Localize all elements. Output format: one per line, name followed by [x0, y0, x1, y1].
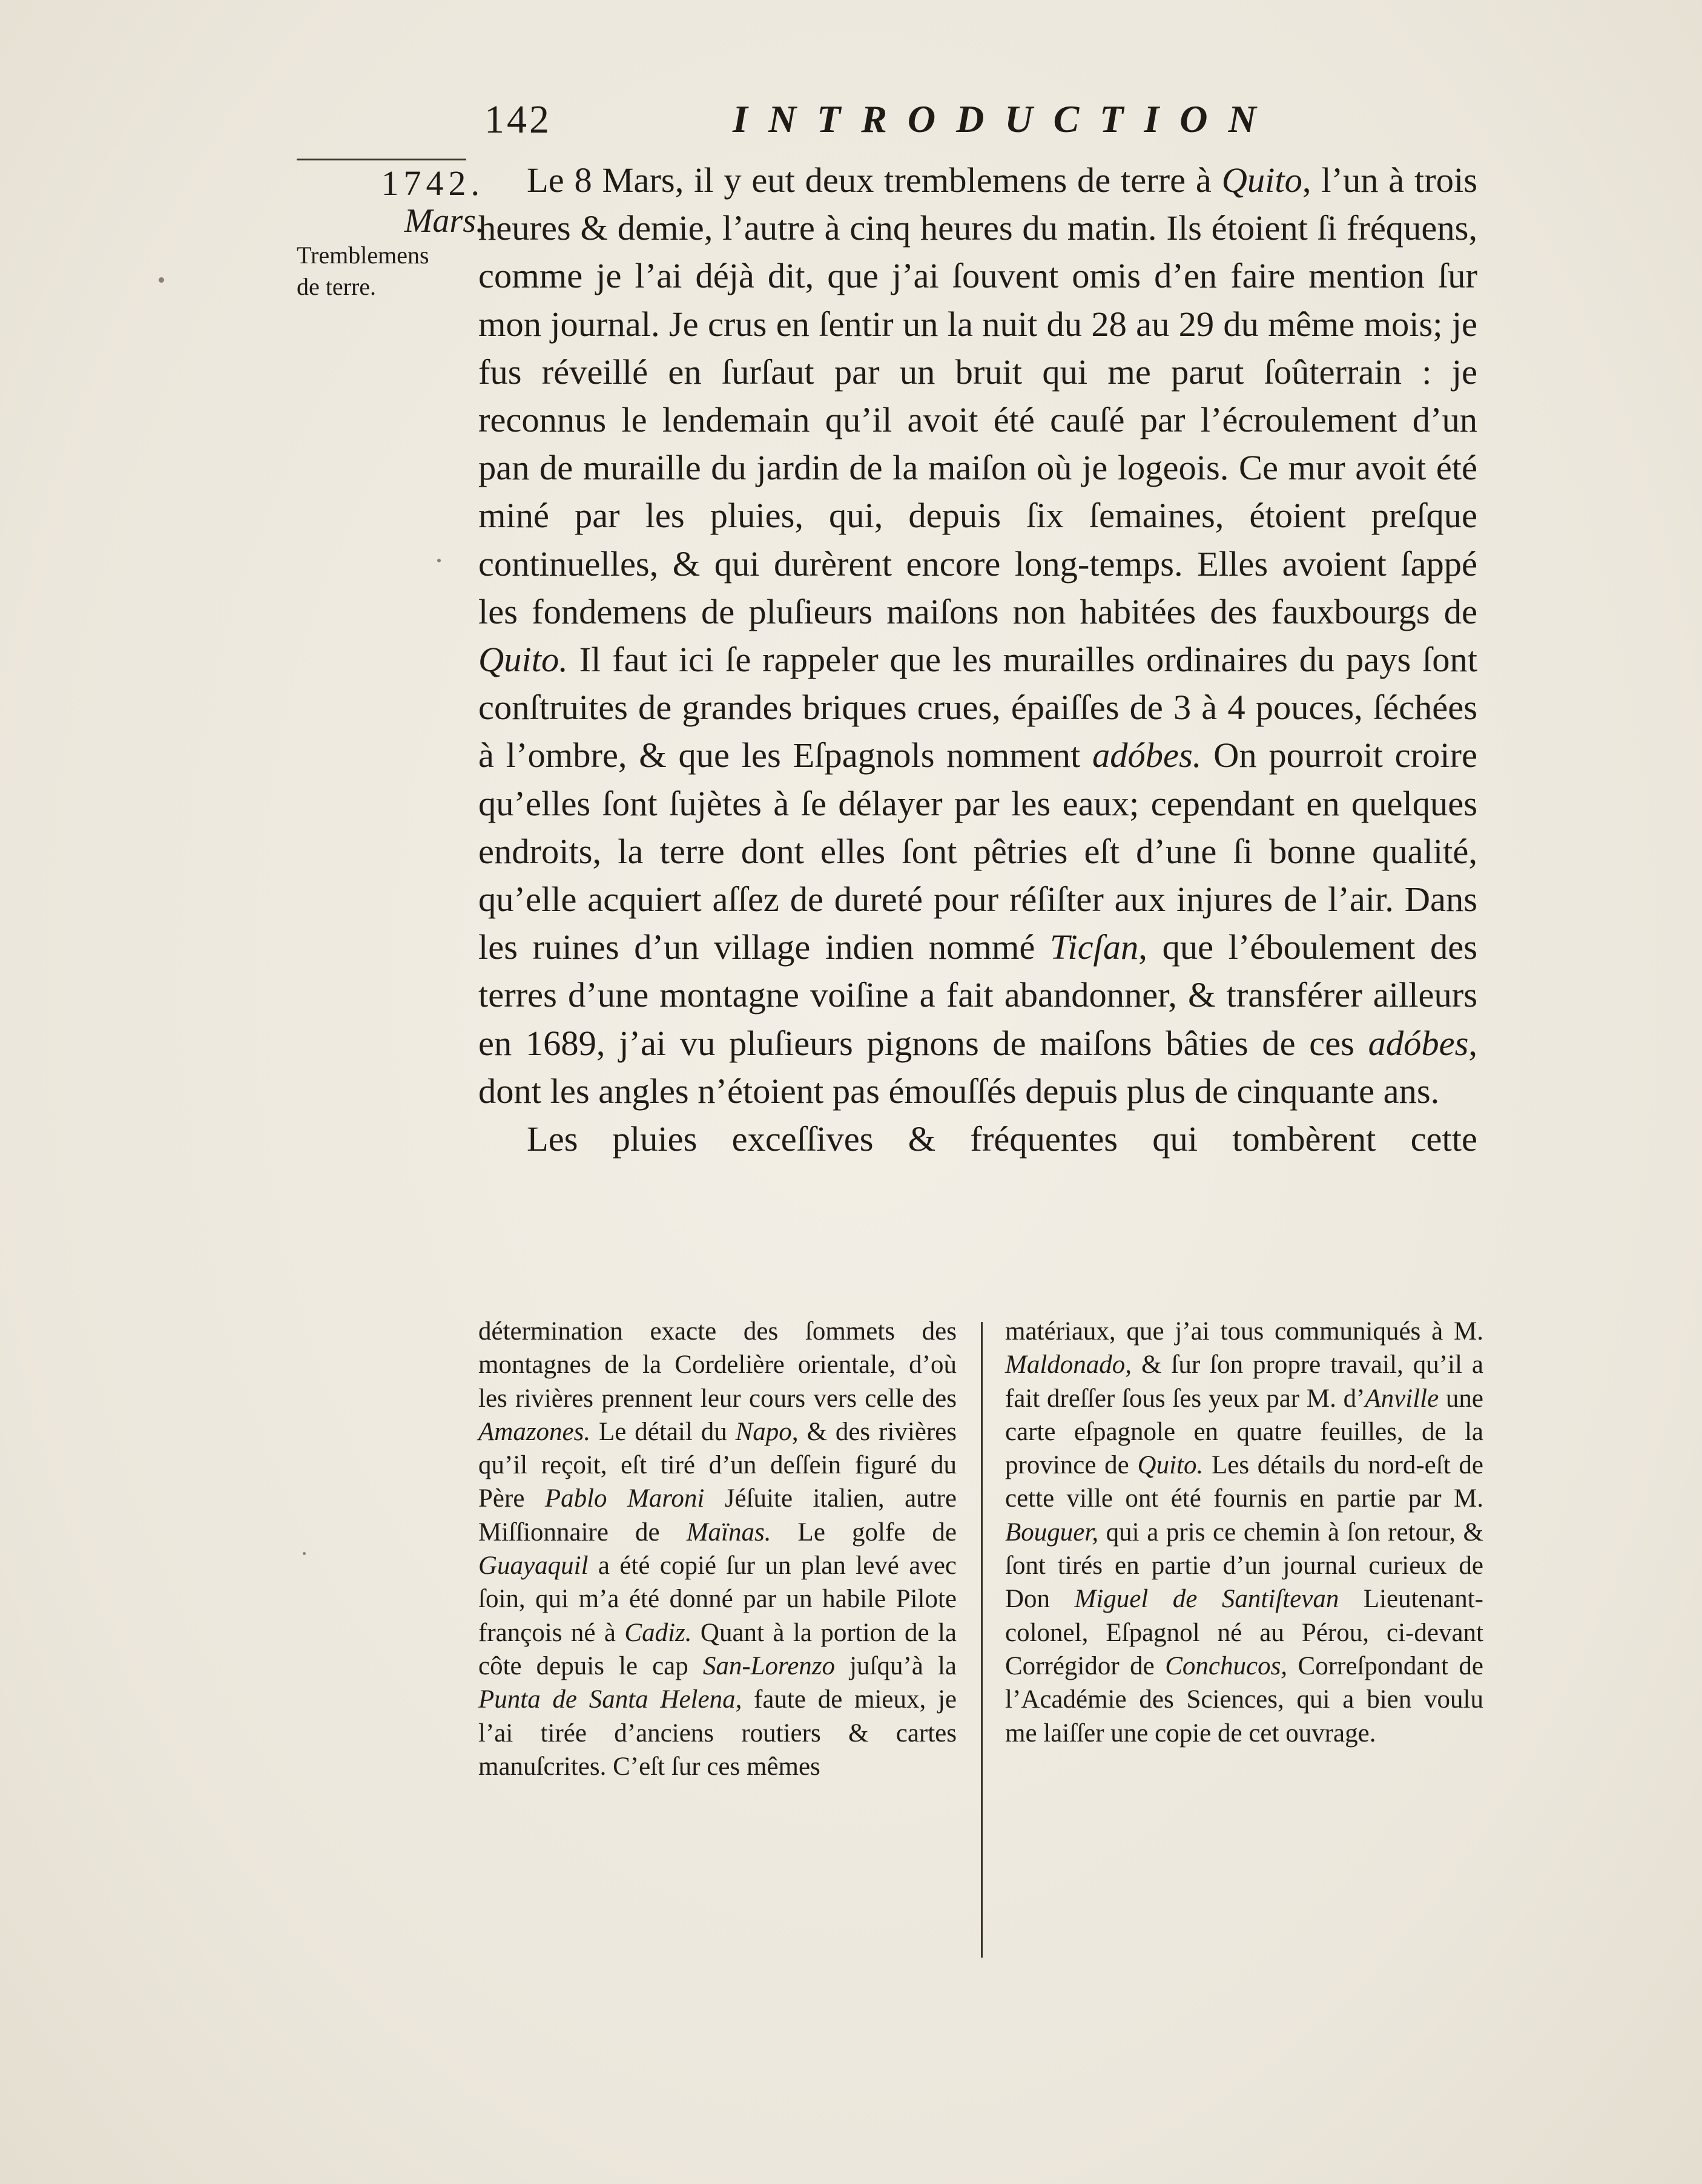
italic-run: Bouguer,: [1005, 1518, 1099, 1547]
footnote-column-right: [1005, 1315, 1483, 1750]
italic-run: Quito.: [478, 640, 568, 680]
italic-run: Cadiz.: [624, 1618, 692, 1647]
italic-run: Conchucos,: [1165, 1651, 1288, 1680]
italic-run: adóbes.: [1092, 735, 1202, 775]
text-run: Il faut ici ſe rappeler que les murailles ordinaires du pays ſont conſtruites de grandes briques crues, épaiſſes de 3 à 4 pouces, ſéchées à l’ombre, & que les Eſpagnols nomment: [478, 640, 1477, 775]
italic-run: Anville: [1365, 1384, 1439, 1413]
text-run: Correſpondant de l’Académie des Sciences, qui a bien voulu me laiſſer une copie de cet ouvrage.: [1005, 1651, 1483, 1748]
italic-run: Punta de Santa Helena,: [478, 1685, 742, 1714]
italic-run: Maïnas.: [686, 1518, 771, 1547]
text-run: Le 8 Mars, il y eut deux tremblemens de terre à: [527, 160, 1222, 200]
text-run: matériaux, que j’ai tous communiqués à M.: [1005, 1317, 1483, 1346]
italic-run: San-Lorenzo: [702, 1651, 836, 1680]
text-run: On pourroit croire qu’elles ſont ſujètes à ſe délayer par les eaux; cependant en quelques endroits, la terre dont elles ſont pêtries eſt d’une ſi bonne qualité, qu’elle acquiert aſſez de dureté pour réſiſter aux injures de l’air. Dans les ruines d’un village indien nommé: [478, 735, 1477, 967]
paper-speck: [159, 277, 164, 283]
text-run: détermination exacte des ſommets des montagnes de la Cordelière orientale, d’où les rivières prennent leur cours vers celle des: [478, 1317, 957, 1413]
main-paragraph-2: Les pluies exceſſives & fréquentes qui tombèrent cette: [527, 1119, 1477, 1159]
text-run: juſqu’à la: [835, 1651, 957, 1680]
text-run: , que l’éboulement des terres d’une montagne voiſine a fait abandonner, & transférer ailleurs en 1689, j’ai vu pluſieurs pignons de maiſons bâties de ces: [478, 927, 1477, 1063]
italic-run: Quito: [1221, 160, 1302, 200]
margin-rule: [297, 159, 466, 160]
text-run: , & des rivières qu’il reçoit, eſt tiré d’un deſſein figuré du Père: [478, 1417, 957, 1513]
running-head: INTRODUCTION: [733, 97, 1277, 140]
italic-run: Pablo Maroni: [544, 1484, 705, 1513]
italic-run: Maldonado,: [1005, 1350, 1132, 1380]
text-run: , l’un à trois heures & demie, l’autre à cinq heures du matin. Ils étoient ſi fréquens, comme je l’ai déjà dit, que j’ai ſouvent omis d’en faire mention ſur mon journal. Je crus en ſentir un la nuit du 28 au 29 du même mois; je fus réveillé en ſurſaut par un bruit qui me parut ſoûterrain : je reconnus le lendemain qu’il avoit été cauſé par l’écroulement d’un pan de muraille du jardin de la maiſon où je logeois. Ce mur avoit été miné par les pluies, qui, depuis ſix ſemaines, étoient preſque continuelles, & qui durèrent encore long-temps. Elles avoient ſappé les fondemens de pluſieurs maiſons non habitées des fauxbourgs de: [478, 160, 1477, 631]
text-run: Lieutenant-colonel, Eſpagnol né au Pérou, ci-devant Corrégidor de: [1005, 1585, 1483, 1680]
text-run: Quant à la portion de la côte depuis le cap: [478, 1618, 957, 1680]
italic-run: Quito.: [1137, 1451, 1204, 1480]
italic-run: adóbes: [1368, 1023, 1469, 1063]
main-text: [478, 156, 1477, 1163]
italic-run: Napo: [735, 1417, 792, 1446]
text-run: Le détail du: [590, 1417, 736, 1446]
page-header: [472, 97, 1489, 157]
italic-run: Miguel de Santiſtevan: [1074, 1585, 1339, 1614]
text-run: faute de mieux, je l’ai tirée d’anciens routiers & cartes manuſcrites. C’eſt ſur ces mêmes: [478, 1685, 957, 1781]
footnotes: [478, 1315, 1483, 1872]
main-paragraph-1: [478, 156, 1477, 1115]
text-run: Jéſuite italien, autre Miſſionnaire de: [478, 1484, 957, 1547]
footnote-left-text: [478, 1315, 957, 1783]
text-run: qui a pris ce chemin à ſon retour, & ſont tirés en partie d’un journal curieux de Don: [1005, 1518, 1483, 1614]
footnote-divider: [981, 1322, 983, 1958]
text-run: une carte eſpagnole en quatre feuilles, de la province de: [1005, 1384, 1483, 1480]
page-number: 142: [484, 97, 552, 142]
text-run: a été copié ſur un plan levé avec ſoin, qui m’a été donné par un habile Pilote françois né à: [478, 1551, 957, 1647]
text-run: , dont les angles n’étoient pas émouſſés depuis plus de cinquante ans.: [478, 1023, 1477, 1111]
italic-run: Amazones.: [478, 1417, 591, 1446]
margin-topic-line2: de terre.: [297, 273, 377, 300]
text-run: Le golfe de: [771, 1518, 957, 1547]
italic-run: Ticſan: [1050, 927, 1139, 967]
footnote-right-text: [1005, 1315, 1483, 1750]
text-run: & ſur ſon propre travail, qu’il a fait dreſſer ſous ſes yeux par M. d’: [1005, 1350, 1483, 1413]
footnote-column-left: [478, 1315, 957, 1783]
margin-year: 1742.: [381, 163, 484, 203]
paper-speck: [437, 559, 441, 562]
paper-speck: [303, 1552, 306, 1555]
margin-note: [285, 165, 484, 303]
text-run: Les détails du nord-eſt de cette ville ont été fournis en partie par M.: [1005, 1451, 1483, 1513]
margin-topic-line1: Tremblemens: [297, 242, 429, 269]
margin-month: Mars.: [404, 202, 484, 240]
italic-run: Guayaquil: [478, 1551, 589, 1580]
